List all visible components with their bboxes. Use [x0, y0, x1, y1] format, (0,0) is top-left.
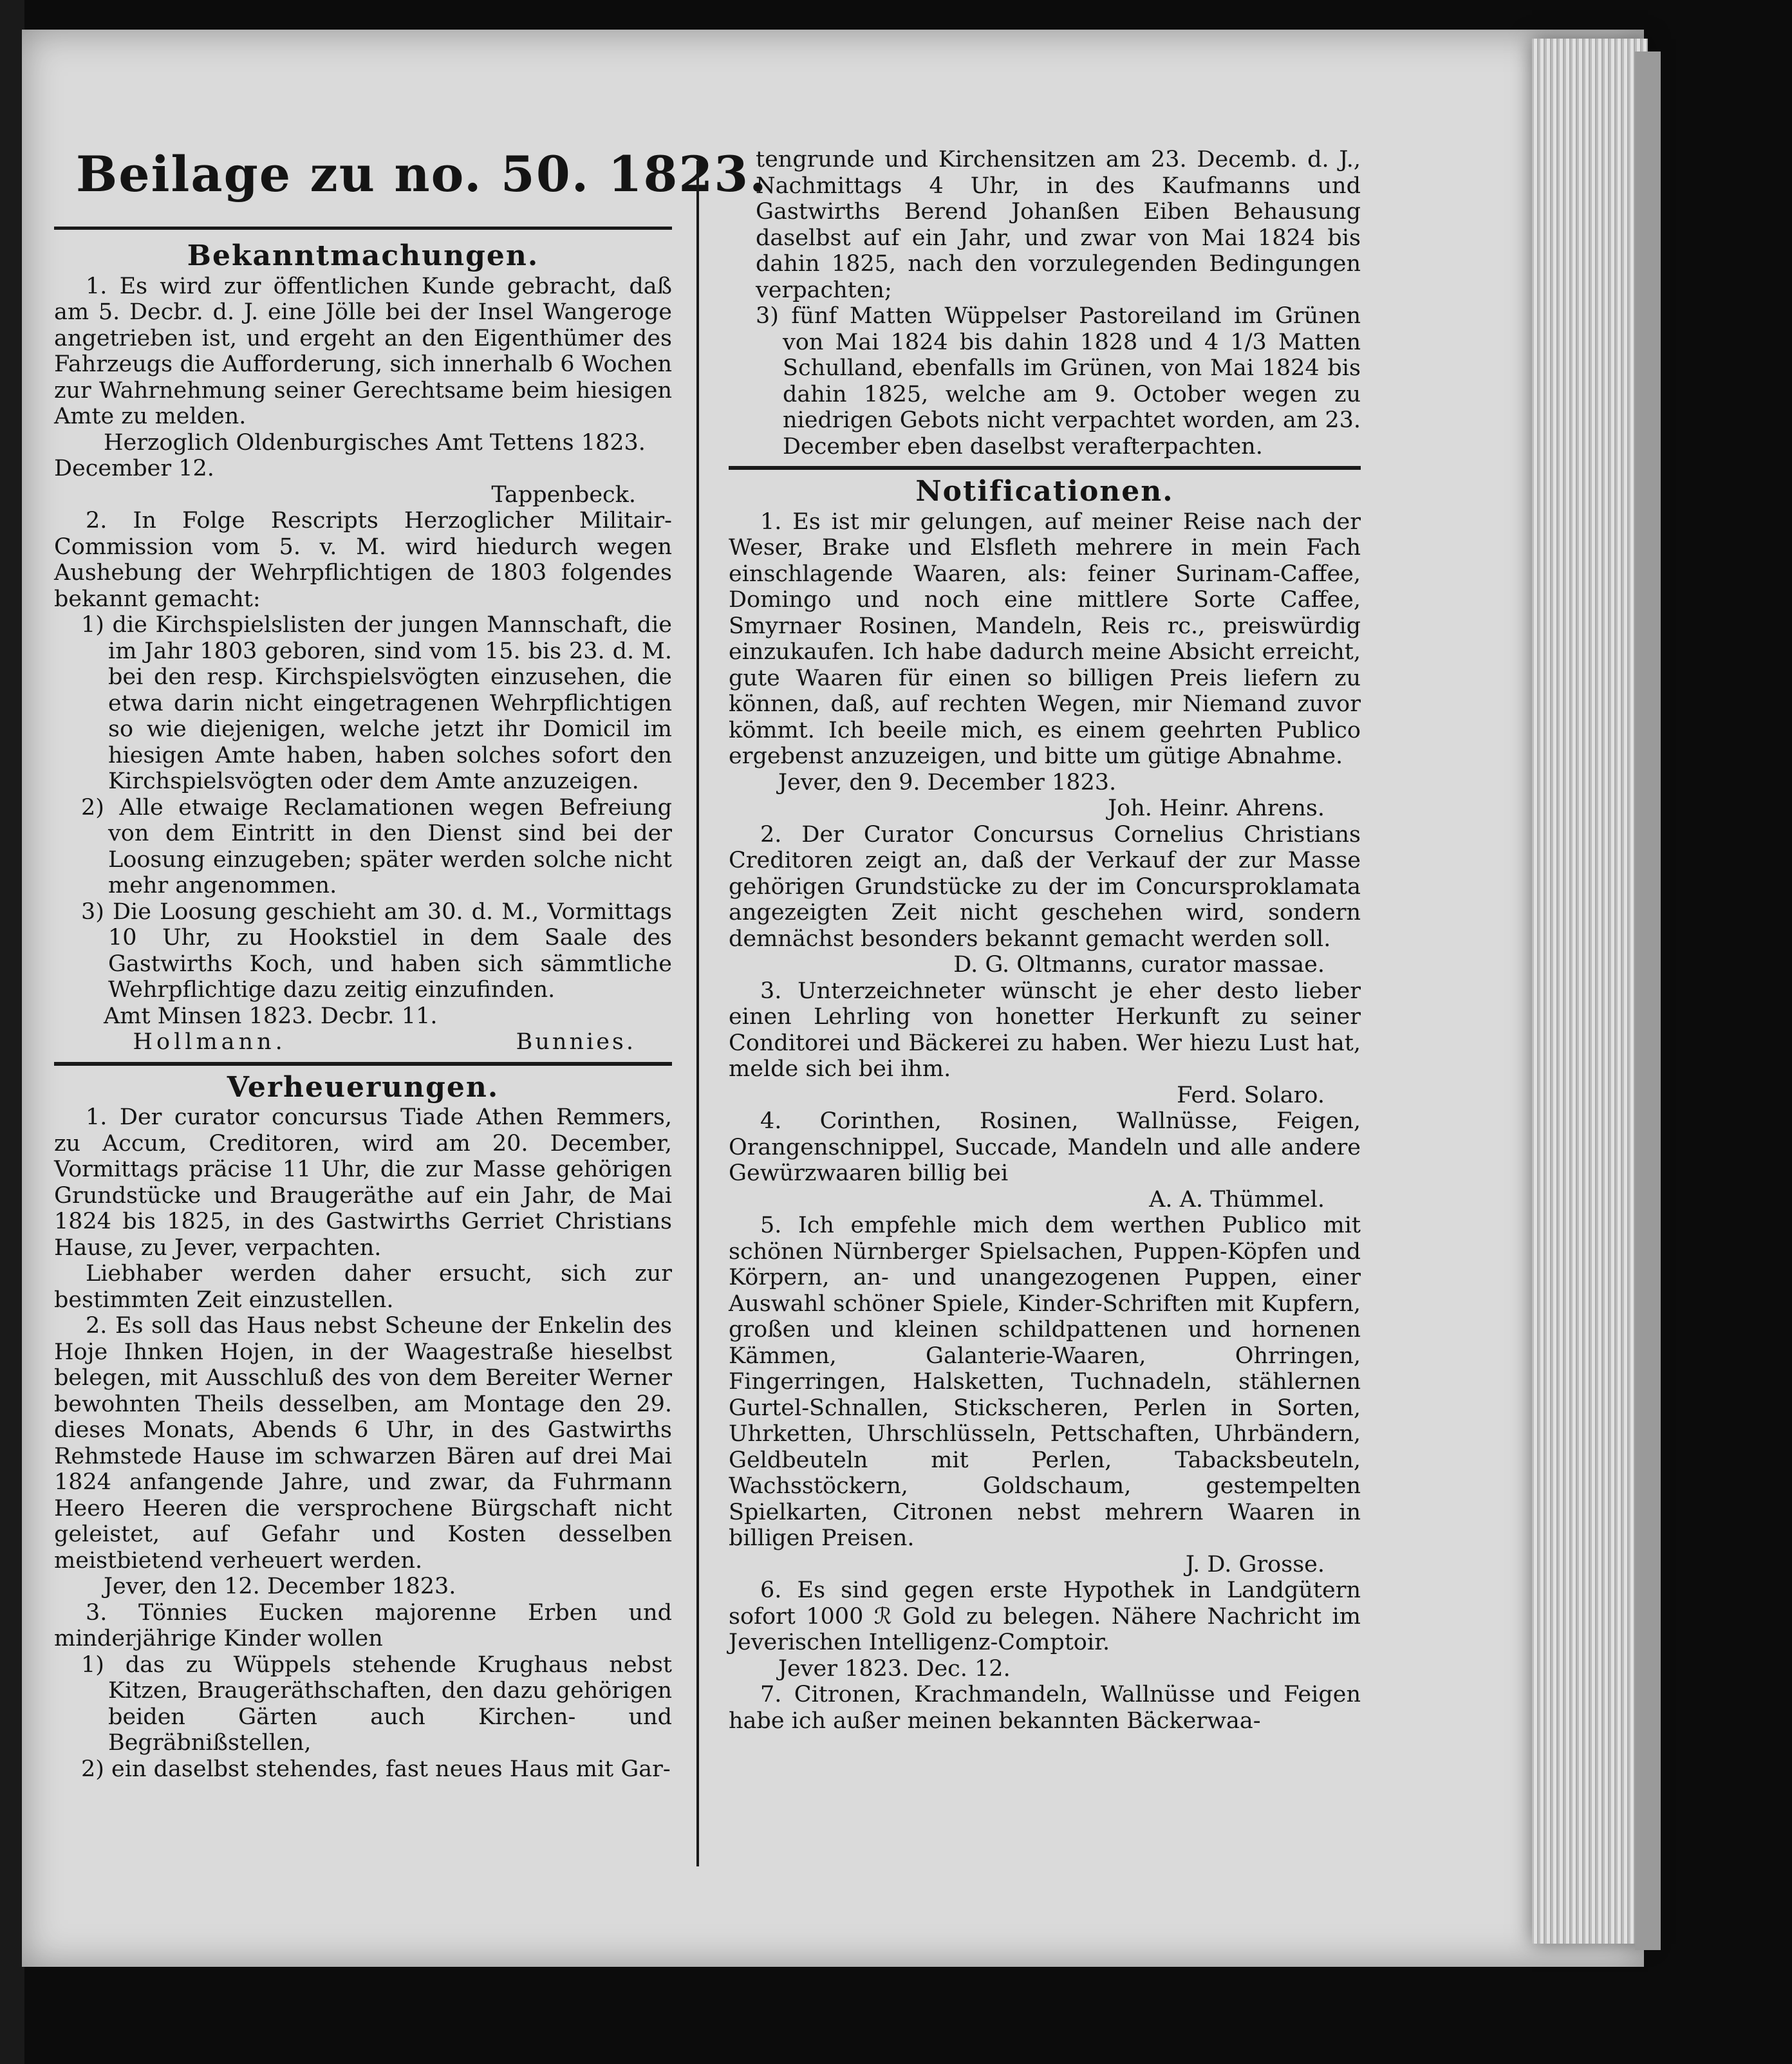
notice-2-intro: 2. In Folge Rescripts Herzoglicher Militair-Commission vom 5. v. M. wird hiedurch wegen Aushebung der Wehrpflichtigen de 1803 folgendes bekannt gemacht:	[54, 508, 672, 612]
lease-3-list-continued	[756, 303, 1361, 460]
page-edges	[1532, 39, 1648, 1944]
left-column	[54, 142, 768, 1782]
notification-3-signature: Ferd. Solaro.	[1177, 1082, 1325, 1108]
notification-2-signature: D. G. Oltmanns, curator massae.	[953, 952, 1325, 978]
notice-1-place: Herzoglich Oldenburgisches Amt Tettens 1823. December 12.	[54, 429, 646, 481]
list-item: 3) Die Loosung geschieht am 30. d. M., Vormittags 10 Uhr, zu Hookstiel in dem Saale des Gastwirths Koch, und haben sich sämmtliche Wehrpflichtige dazu zeitig einzufinden.	[81, 898, 672, 1003]
notice-2-place: Amt Minsen 1823. Decbr. 11.	[104, 1003, 438, 1029]
lease-3-list	[81, 1652, 672, 1783]
signature: Hollmann.	[133, 1029, 286, 1055]
section-title-verheuerungen: Verheuerungen.	[227, 1070, 499, 1104]
list-item: 2) ein daselbst stehendes, fast neues Haus mit Gar-	[81, 1756, 671, 1782]
section-title-notificationen: Notificationen.	[915, 475, 1174, 508]
lease-2-text: 2. Es soll das Haus nebst Scheune der Enkelin des Hoje Ihnken Hojen, in der Waagestraße hieselbst belegen, mit Ausschluß des von dem Bereiter Werner bewohnten Theils desselben, am Montage den 29. dieses Monats, Abends 6 Uhr, in des Gastwirths Rehmstede Hause im schwarzen Bären auf drei Mai 1824 anfangende Jahre, und zwar, da Fuhrmann Heero Heeren die versprochene Bürgschaft nicht geleistet, auf Gefahr und Kosten desselben meistbietend verheuert werden.	[54, 1313, 672, 1574]
list-item: 1) die Kirchspielslisten der jungen Mannschaft, die im Jahr 1803 geboren, sind vom 15. bis 23. d. M. bei den resp. Kirchspielsvögten einzusehen, die etwa darin nicht eingetragenen Wehrpflichtigen so wie diejenigen, welche jetzt ihr Domicil im hiesigen Amte haben, haben solches sofort den Kirchspielsvögten oder dem Amte anzuzeigen.	[81, 612, 672, 794]
lease-3-intro: 3. Tönnies Eucken majorenne Erben und minderjährige Kinder wollen	[54, 1599, 672, 1651]
signature: Bunnies.	[516, 1029, 636, 1055]
notification-5-signature: J. D. Grosse.	[1185, 1551, 1325, 1577]
book-gutter	[0, 0, 24, 2064]
lease-1-text: 1. Der curator concursus Tiade Athen Remmers, zu Accum, Creditoren, wird am 20. December, Vormittags präcise 11 Uhr, die zur Masse gehörigen Grundstücke und Braugeräthe auf ein Jahr, de Mai 1824 bis 1825, in des Gastwirths Gerriet Christians Hause, zu Jever, verpachten.	[54, 1104, 672, 1261]
notice-2-list	[81, 612, 672, 1003]
notification-1-date: Jever, den 9. December 1823.	[778, 769, 1117, 795]
list-item: 2) Alle etwaige Reclamationen wegen Befreiung von dem Eintritt in den Dienst sind bei der Loosung einzugeben; später werden solche nicht mehr angenommen.	[81, 794, 672, 898]
notification-1-text: 1. Es ist mir gelungen, auf meiner Reise nach der Weser, Brake und Elsfleth mehrere in mein Fach einschlagende Waaren, als: feiner Surinam-Caffee, Domingo und noch eine mittlere Sorte Caffee, Smyrnaer Rosinen, Mandeln, Reis rc., preiswürdig einzukaufen. Ich habe dadurch meine Absicht erreicht, gute Waaren für einen so billigen Preis liefern zu können, daß, auf rechten Wegen, mir Niemand zuvor kömmt. Ich beeile mich, es einem geehrten Publico ergebenst anzuzeigen, und bitte um gütige Abnahme.	[729, 508, 1361, 769]
section-title-bekanntmachungen: Bekanntmachungen.	[187, 239, 539, 272]
notice-1-text: 1. Es wird zur öffentlichen Kunde gebracht, daß am 5. Decbr. d. J. eine Jölle bei der Insel Wangeroge angetrieben ist, und ergeht an den Eigenthümer des Fahrzeugs die Aufforderung, sich innerhalb 6 Wochen zur Wahrnehmung seiner Gerechtsame beim hiesigen Amte zu melden.	[54, 273, 672, 429]
notification-3-text: 3. Unterzeichneter wünscht je eher desto lieber einen Lehrling von honetter Herkunft zu seiner Conditorei und Bäckerei zu haben. Wer hiezu Lust hat, melde sich bei ihm.	[729, 978, 1361, 1082]
section-rule	[729, 466, 1361, 470]
notification-6-date: Jever 1823. Dec. 12.	[778, 1655, 1011, 1682]
book-fold	[1635, 51, 1661, 1950]
lease-2-date: Jever, den 12. December 1823.	[104, 1574, 456, 1599]
lease-1-text-2: Liebhaber werden daher ersucht, sich zur bestimmten Zeit einzustellen.	[54, 1261, 672, 1313]
list-item: 3) fünf Matten Wüppelser Pastoreiland im Grünen von Mai 1824 bis dahin 1828 und 4 1/3 Matten Schulland, ebenfalls im Grünen, von Mai 1824 bis dahin 1825, welche am 9. October wegen zu niedrigen Gebots nicht verpachtet worden, am 23. December eben daselbst verafterpachten.	[756, 303, 1361, 460]
column-divider	[696, 161, 699, 1866]
notice-1-signature: Tappenbeck.	[491, 481, 636, 508]
notification-1-signature: Joh. Heinr. Ahrens.	[1108, 795, 1325, 821]
list-item: 1) das zu Wüppels stehende Krughaus nebst Kitzen, Braugeräthschaften, den dazu gehörigen beiden Gärten auch Kirchen- und Begräbnißstellen,	[81, 1651, 672, 1756]
notification-5-text: 5. Ich empfehle mich dem werthen Publico mit schönen Nürnberger Spielsachen, Puppen-Köpfen und Körpern, an- und unangezogenen Puppen, einer Auswahl schöner Spiele, Kinder-Schriften mit Kupfern, großen und kleinen schildpattenen und hornenen Kämmen, Galanterie-Waaren, Ohrringen, Fingerringen, Halsketten, Tuchnadeln, stählernen Gurtel-Schnallen, Stickscheren, Perlen in Sorten, Uhrketten, Uhrschlüsseln, Pettschaften, Uhrbändern, Geldbeuteln mit Perlen, Tabacksbeuteln, Wachsstöckern, Goldschaum, gestempelten Spielkarten, Citronen nebst mehrern Waaren in billigen Preisen.	[729, 1213, 1361, 1551]
notification-7-text: 7. Citronen, Krachmandeln, Wallnüsse und Feigen habe ich außer meinen bekannten Bäckerwaa-	[729, 1682, 1361, 1734]
section-rule	[54, 1062, 672, 1066]
right-column	[729, 147, 1361, 1734]
lease-3-continued: tengrunde und Kirchensitzen am 23. Decemb. d. J., Nachmittags 4 Uhr, in des Kaufmanns und Gastwirths Berend Johanßen Eiben Behausung daselbst auf ein Jahr, und zwar von Mai 1824 bis dahin 1825, nach den vorzulegenden Bedingungen verpachten;	[756, 147, 1361, 303]
notification-4-signature: A. A. Thümmel.	[1149, 1186, 1325, 1213]
notice-2-signatures	[54, 1029, 672, 1055]
masthead: Beilage zu no. 50. 1823.	[76, 145, 768, 203]
notification-4-text: 4. Corinthen, Rosinen, Wallnüsse, Feigen, Orangenschnippel, Succade, Mandeln und alle andere Gewürzwaaren billig bei	[729, 1108, 1361, 1186]
notification-6-text: 6. Es sind gegen erste Hypothek in Landgütern sofort 1000 ℛ Gold zu belegen. Nähere Nachricht im Jeverischen Intelligenz-Comptoir.	[729, 1577, 1361, 1655]
notification-2-text: 2. Der Curator Concursus Cornelius Christians Creditoren zeigt an, daß der Verkauf der zur Masse gehörigen Grundstücke zu der im Concursproklamata angezeigten Zeit nicht geschehen wird, sondern demnächst besonders bekannt gemacht werden soll.	[729, 821, 1361, 952]
